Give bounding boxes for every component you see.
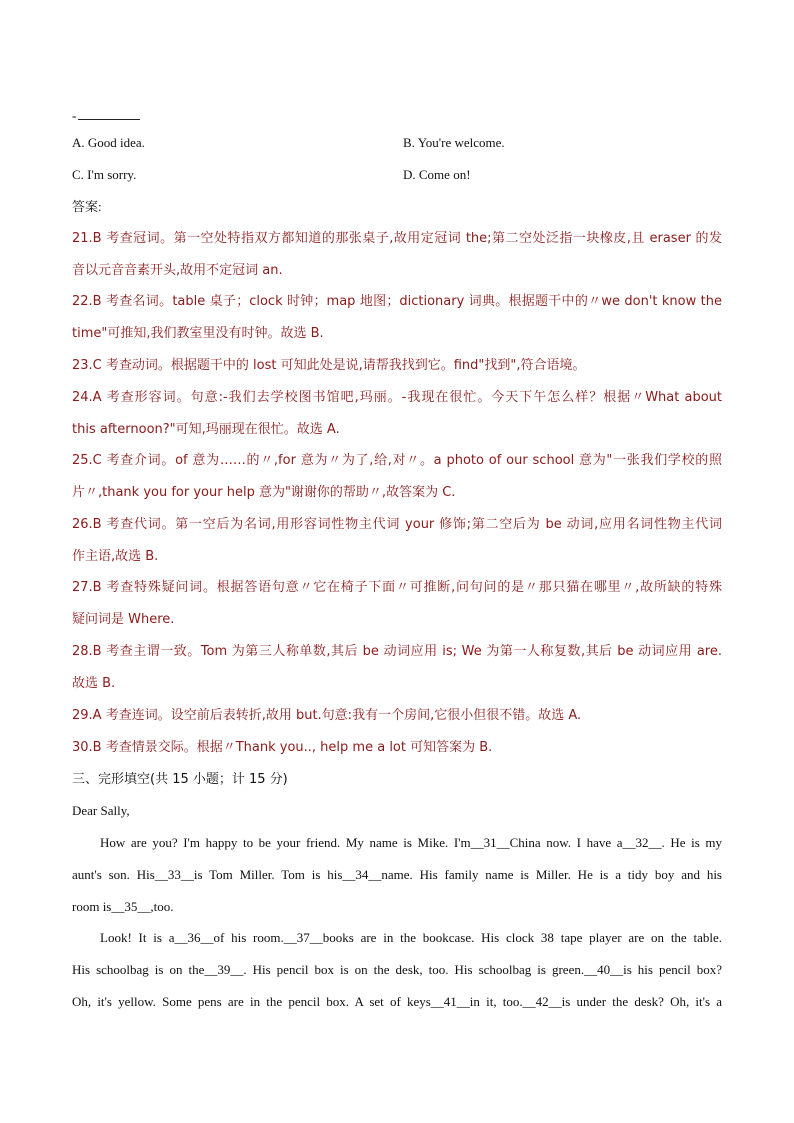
passage-line: Oh, it's yellow. Some pens are in the pencil box. A set of keys__41__in it, too.__42__is under the desk? Oh, it's a — [72, 994, 722, 1009]
answer-line: 28.B 考查主谓一致。Tom 为第三人称单数,其后 be 动词应用 is; We 为第一人称复数,其后 be 动词应用 are. — [72, 644, 722, 659]
section-title: 三、完形填空(共 15 小题；计 15 分) — [72, 772, 288, 787]
answer-line: 片〃,thank you for your help 意为"谢谢你的帮助〃,故答案为 C. — [72, 485, 456, 500]
answer-line: 作主语,故选 B. — [72, 549, 159, 564]
answer-line: 30.B 考查情景交际。根据〃Thank you.., help me a lot 可知答案为 B. — [72, 740, 493, 755]
passage-line: Look! It is a__36__of his room.__37__books are in the bookcase. His clock 38 tape player are on the table. — [100, 930, 722, 945]
passage-line: How are you? I'm happy to be your friend. My name is Mike. I'm__31__China now. I have a__32__. He is my — [100, 835, 722, 850]
option-b: B. You're welcome. — [403, 135, 505, 150]
answer-line: 故选 B. — [72, 676, 116, 691]
answer-line: 25.C 考查介词。of 意为……的〃,for 意为〃为了,给,对〃。a photo of our school 意为"一张我们学校的照 — [72, 453, 722, 468]
option-a: A. Good idea. — [72, 135, 145, 150]
letter-greeting: Dear Sally, — [72, 803, 130, 818]
blank-underline — [78, 109, 140, 120]
answer-line: 21.B 考查冠词。第一空处特指双方都知道的那张桌子,故用定冠词 the;第二空处泛指一块橡皮,且 eraser 的发 — [72, 231, 722, 246]
answer-line: 27.B 考查特殊疑问词。根据答语句意〃它在椅子下面〃可推断,问句问的是〃那只猫在哪里〃,故所缺的特殊 — [72, 580, 722, 595]
passage-line: room is__35__,too. — [72, 899, 174, 914]
answer-line: time"可推知,我们教室里没有时钟。故选 B. — [72, 326, 324, 341]
answer-line: 23.C 考查动词。根据题干中的 lost 可知此处是说,请帮我找到它。find"找到",符合语境。 — [72, 358, 586, 373]
passage-line: aunt's son. His__33__is Tom Miller. Tom is his__34__name. His family name is Miller. He is a tidy boy and his — [72, 867, 722, 882]
option-c: C. I'm sorry. — [72, 167, 137, 182]
answer-line: 26.B 考查代词。第一空后为名词,用形容词性物主代词 your 修饰;第二空后为 be 动词,应用名词性物主代词 — [72, 517, 722, 532]
answer-line: 疑问词是 Where. — [72, 612, 175, 627]
answer-line: 音以元音音素开头,故用不定冠词 an. — [72, 263, 283, 278]
question-blank: - — [72, 108, 140, 124]
answer-line: 24.A 考查形容词。句意:-我们去学校图书馆吧,玛丽。-我现在很忙。今天下午怎么样？根据〃What about — [72, 390, 722, 405]
answer-label: 答案: — [72, 199, 102, 214]
answer-line: 22.B 考查名词。table 桌子；clock 时钟；map 地图；dictionary 词典。根据题干中的〃we don't know the — [72, 294, 722, 309]
answer-line: 29.A 考查连词。设空前后表转折,故用 but.句意:我有一个房间,它很小但很不错。故选 A. — [72, 708, 582, 723]
answer-line: this afternoon?"可知,玛丽现在很忙。故选 A. — [72, 422, 340, 437]
option-d: D. Come on! — [403, 167, 471, 182]
passage-line: His schoolbag is on the__39__. His pencil box is on the desk, too. His schoolbag is green.__40__is his pencil box? — [72, 962, 722, 977]
